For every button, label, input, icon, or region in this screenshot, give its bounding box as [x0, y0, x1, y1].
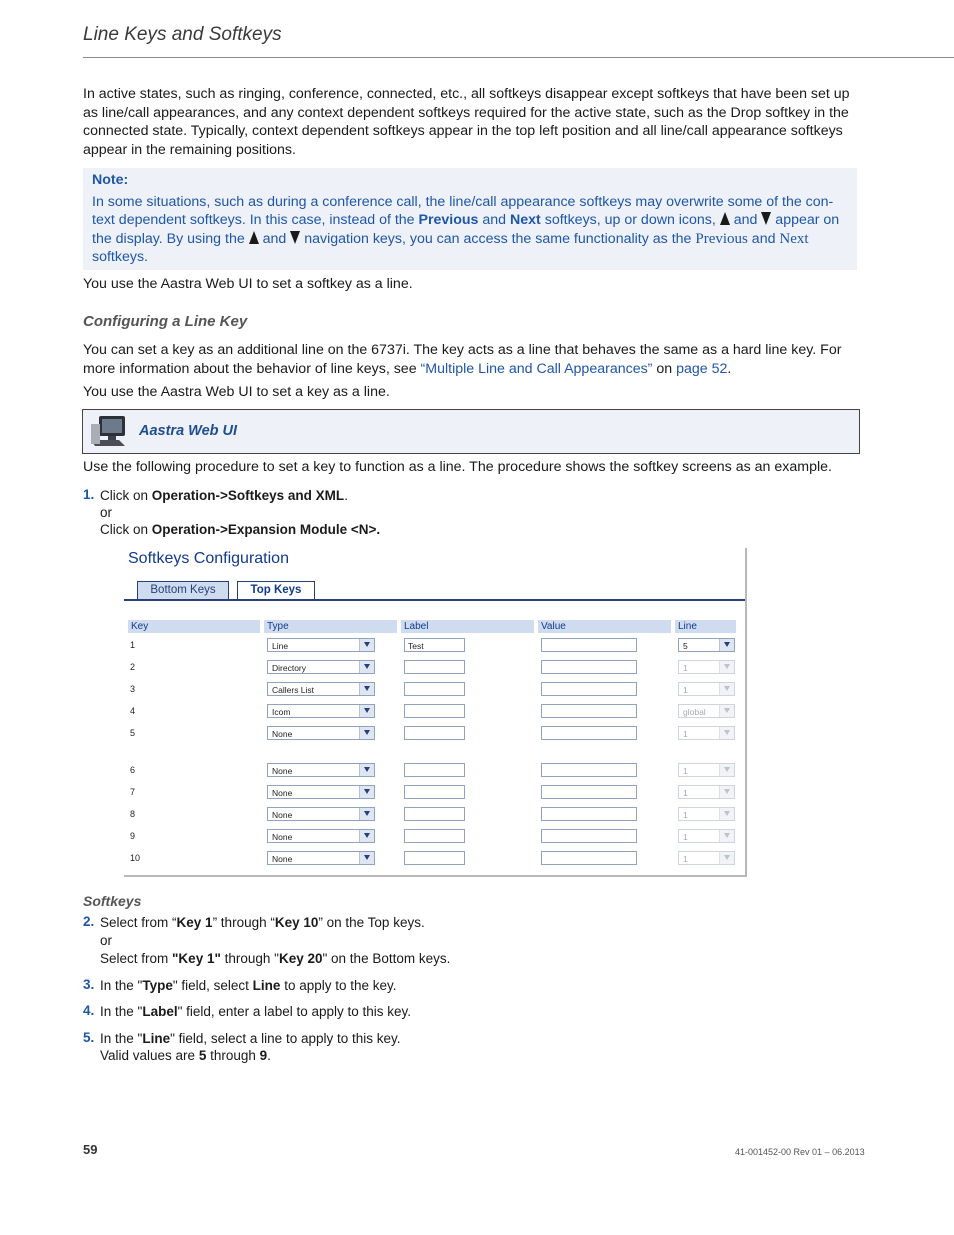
down-arrow-icon [761, 212, 771, 225]
line-select-value: 5 [683, 641, 688, 651]
note-previous-key: Previous [695, 230, 748, 247]
chevron-down-icon [719, 852, 734, 864]
computer-icon [89, 414, 127, 448]
chevron-down-icon [719, 830, 734, 842]
step-text: Select from [100, 951, 173, 966]
step-text: In the " [100, 1031, 143, 1046]
type-select-value: Directory [272, 663, 307, 673]
step-text: through [206, 1048, 260, 1063]
screenshot-title: Softkeys Configuration [128, 550, 289, 567]
step-number: 5. [83, 1030, 95, 1045]
note-text: appear on the display. By using the [92, 212, 840, 247]
type-select[interactable] [267, 726, 375, 740]
field-ref: Line [142, 1031, 171, 1046]
note-next-key: Next [779, 230, 809, 247]
running-header: Line Keys and Softkeys [83, 24, 282, 45]
step-number: 1. [83, 487, 95, 502]
chevron-down-icon [359, 808, 374, 820]
section-paragraph [83, 341, 858, 378]
chevron-down-icon [719, 705, 734, 717]
note-label: Note: [92, 172, 129, 188]
chevron-down-icon [359, 830, 374, 842]
line-select-value: 1 [683, 832, 688, 842]
note-box [83, 168, 857, 270]
web-ui-title: Aastra Web UI [139, 423, 238, 439]
note-and: and [478, 212, 511, 228]
type-select[interactable] [267, 807, 375, 821]
line-select-value: global [683, 707, 706, 717]
value-ref: 9 [259, 1048, 268, 1063]
chevron-down-icon [359, 683, 374, 695]
type-select-value: Callers List [272, 685, 315, 695]
chevron-down-icon [719, 661, 734, 673]
label-input[interactable] [404, 660, 465, 674]
type-select[interactable] [267, 763, 375, 777]
line-select [678, 682, 735, 696]
section-text: You can set a key as an additional line on the 6737i. The key acts as a line that behaves the same as a hard line key. For more information about the behavior of line keys, see [83, 342, 842, 377]
type-select-value: None [272, 729, 293, 739]
web-ui-callout [82, 409, 860, 454]
label-input[interactable] [404, 785, 465, 799]
step-3 [100, 977, 397, 994]
step-text: " field, select [172, 978, 253, 993]
key-ref: Key 20 [278, 951, 323, 966]
step-text: ” through “ [212, 915, 275, 930]
chevron-down-icon [719, 764, 734, 776]
chevron-down-icon [719, 808, 734, 820]
step-text: " field, enter a label to apply to this key. [177, 1004, 412, 1019]
note-and: and [729, 212, 762, 228]
type-select-value: None [272, 810, 293, 820]
type-select[interactable] [267, 851, 375, 865]
key-ref: Key 10 [274, 915, 319, 930]
value-input[interactable] [541, 638, 637, 652]
line-select [678, 829, 735, 843]
key-number: 6 [130, 765, 136, 775]
chevron-down-icon [359, 661, 374, 673]
section-heading: Configuring a Line Key [83, 313, 248, 330]
value-input[interactable] [541, 829, 637, 843]
step-text: ” on the Top keys. [318, 915, 425, 930]
line-select [678, 726, 735, 740]
type-select-value: None [272, 788, 293, 798]
softkeys-config-screenshot [124, 548, 747, 877]
column-header-type: Type [264, 620, 397, 633]
chevron-down-icon [359, 764, 374, 776]
type-select[interactable] [267, 785, 375, 799]
cross-reference-link[interactable]: “Multiple Line and Call Appearances” [420, 360, 653, 377]
note-and: and [258, 230, 291, 247]
chevron-down-icon [359, 727, 374, 739]
step-text: Click on [100, 488, 152, 503]
key-ref: Key 1 [176, 915, 213, 930]
type-select[interactable] [267, 682, 375, 696]
label-input[interactable] [404, 851, 465, 865]
step-number: 4. [83, 1003, 95, 1018]
note-content [92, 171, 850, 267]
value-input[interactable] [541, 785, 637, 799]
section-text: . [727, 360, 732, 377]
header-rule [83, 57, 954, 58]
chevron-down-icon [359, 705, 374, 717]
note-text: softkeys. [92, 249, 148, 265]
value-input[interactable] [541, 763, 637, 777]
chevron-down-icon [719, 727, 734, 739]
step-2 [100, 914, 450, 968]
value-input[interactable] [541, 726, 637, 740]
chevron-down-icon [359, 852, 374, 864]
step-text: . [267, 1048, 271, 1063]
value-ref: 5 [198, 1048, 207, 1063]
value-input[interactable] [541, 704, 637, 718]
type-select[interactable] [267, 660, 375, 674]
key-number: 4 [130, 706, 136, 716]
note-text: In some situations, such as during a conference call, the line/call appearance softkeys may overwrite some of the con-text dependent softkeys. In this case, instead of the [92, 193, 834, 228]
step-text: " field, select a line to apply to this key. [170, 1031, 401, 1046]
step-1 [100, 487, 380, 538]
chevron-down-icon [359, 639, 374, 651]
step-4 [100, 1003, 411, 1020]
note-text: navigation keys, you can access the same functionality as the [300, 230, 696, 247]
line-select [678, 851, 735, 865]
type-select-value: Icom [272, 707, 291, 717]
tab-underline [124, 599, 745, 601]
line-select-value: 1 [683, 685, 688, 695]
chevron-down-icon [719, 683, 734, 695]
chevron-down-icon [719, 639, 734, 651]
line-select-value: 1 [683, 854, 688, 864]
key-number: 7 [130, 787, 136, 797]
column-header-label: Label [401, 620, 534, 633]
page-number: 59 [83, 1142, 98, 1157]
line-select[interactable] [678, 638, 735, 652]
intro-paragraph: In active states, such as ringing, conference, connected, etc., all softkeys disappear except softkeys that have been set up as line/call appearances, and any context dependent softkeys required for the active state, such as the Drop softkey in the connected state. Typically, context dependent softkeys appear in the top left position and all line/call appearance softkeys appear in the remaining positions. [83, 86, 850, 158]
up-arrow-icon [720, 212, 730, 225]
step-text: In the " [100, 978, 143, 993]
step-number: 2. [83, 914, 95, 929]
menu-path: Operation->Softkeys and XML [151, 488, 345, 503]
note-previous: Previous [418, 212, 479, 228]
tab-bottom-keys[interactable]: Bottom Keys [137, 581, 229, 600]
value-input[interactable] [541, 851, 637, 865]
line-select-value: 1 [683, 810, 688, 820]
key-number: 8 [130, 809, 136, 819]
note-and: and [747, 230, 780, 247]
column-header-key: Key [128, 620, 260, 633]
down-arrow-icon [290, 231, 300, 244]
line-select [678, 660, 735, 674]
chevron-down-icon [719, 786, 734, 798]
column-header-line: Line [675, 620, 736, 633]
key-number: 5 [130, 728, 136, 738]
label-input[interactable] [404, 763, 465, 777]
step-text: Valid values are [100, 1048, 199, 1063]
value-input[interactable] [541, 807, 637, 821]
line-select [678, 807, 735, 821]
step-number: 3. [83, 977, 95, 992]
line-select [678, 785, 735, 799]
label-input[interactable] [404, 807, 465, 821]
key-ref: "Key 1" [172, 951, 221, 966]
section-text: on [652, 360, 677, 377]
step-text: through " [220, 951, 279, 966]
key-number: 2 [130, 662, 136, 672]
up-arrow-icon [249, 231, 259, 244]
type-select[interactable] [267, 638, 375, 652]
step-text: Select from “ [100, 915, 177, 930]
note-text: softkeys, up or down icons, [540, 212, 720, 228]
type-select-value: None [272, 832, 293, 842]
type-select-value: None [272, 854, 293, 864]
procedure-intro: Use the following procedure to set a key to function as a line. The procedure shows the softkey screens as an example. [83, 459, 832, 475]
key-number: 9 [130, 831, 136, 841]
label-input[interactable] [404, 682, 465, 696]
step-5 [100, 1030, 401, 1064]
type-select[interactable] [267, 829, 375, 843]
step-or: or [100, 933, 113, 948]
tab-top-keys[interactable]: Top Keys [237, 581, 315, 601]
label-input[interactable] [404, 726, 465, 740]
key-number: 1 [130, 640, 136, 650]
label-input[interactable] [404, 829, 465, 843]
line-select-value: 1 [683, 766, 688, 776]
step-text: to apply to the key. [280, 978, 397, 993]
line-select-value: 1 [683, 663, 688, 673]
note-next: Next [510, 212, 541, 228]
step-text: . [344, 488, 348, 503]
value-ref: Line [252, 978, 281, 993]
chevron-down-icon [359, 786, 374, 798]
use-web-ui-text-2: You use the Aastra Web UI to set a key as a line. [83, 384, 390, 400]
figure-caption: Softkeys [83, 893, 142, 909]
key-number: 3 [130, 684, 136, 694]
label-input[interactable]: Test [404, 638, 465, 652]
type-select-value: None [272, 766, 293, 776]
label-input[interactable] [404, 704, 465, 718]
line-select [678, 704, 735, 718]
line-select [678, 763, 735, 777]
value-input[interactable] [541, 682, 637, 696]
page-link[interactable]: page 52 [676, 360, 728, 377]
step-text: In the " [100, 1004, 143, 1019]
step-or: or [100, 505, 113, 520]
step-text: Click on [100, 522, 152, 537]
type-select-value: Line [272, 641, 289, 651]
step-text: " on the Bottom keys. [322, 951, 451, 966]
use-web-ui-text: You use the Aastra Web UI to set a softkey as a line. [83, 276, 413, 292]
key-number: 10 [130, 853, 141, 863]
column-header-value: Value [538, 620, 671, 633]
field-ref: Type [142, 978, 173, 993]
line-select-value: 1 [683, 788, 688, 798]
field-ref: Label [142, 1004, 178, 1019]
document-id: 41-001452-00 Rev 01 – 06.2013 [735, 1147, 865, 1157]
type-select[interactable] [267, 704, 375, 718]
line-select-value: 1 [683, 729, 688, 739]
menu-path: Operation->Expansion Module <N>. [151, 522, 381, 537]
value-input[interactable] [541, 660, 637, 674]
